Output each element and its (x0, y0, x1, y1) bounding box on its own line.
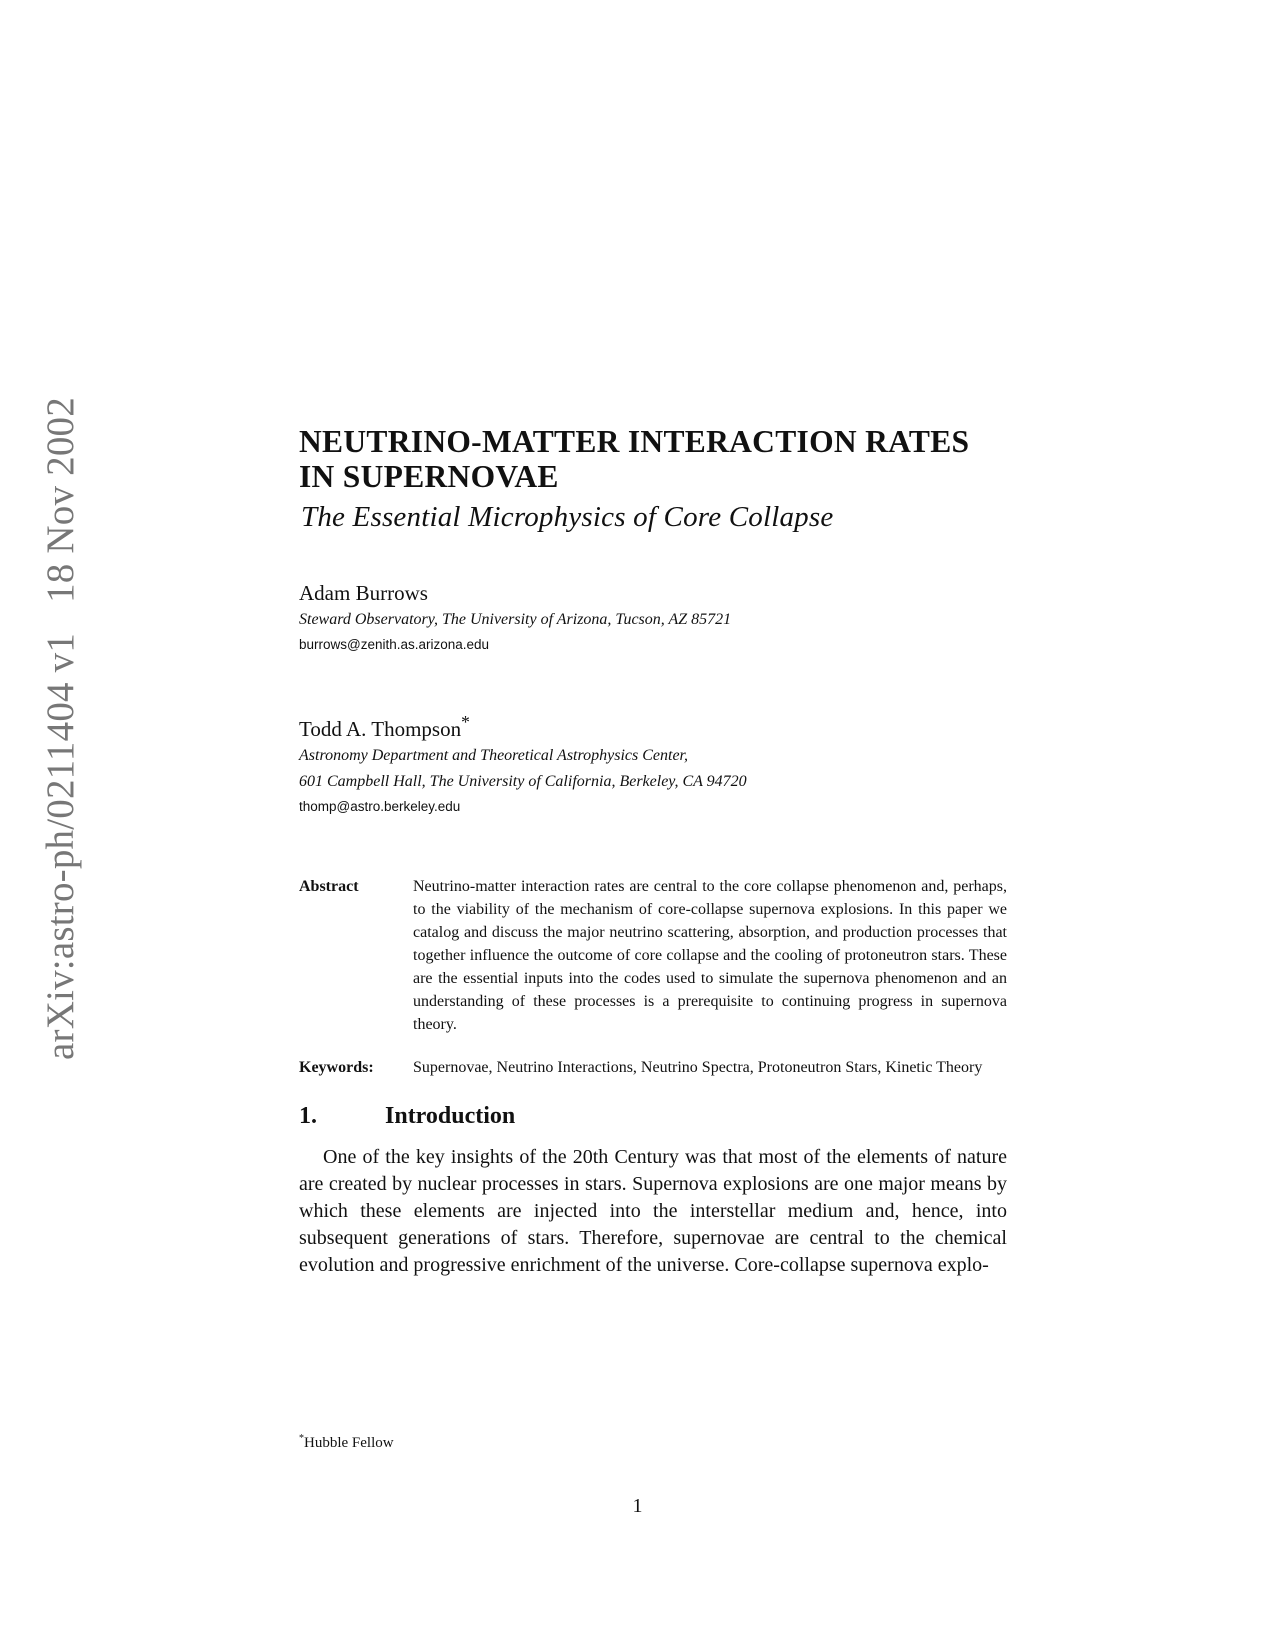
author-email[interactable]: burrows@zenith.as.arizona.edu (299, 637, 490, 652)
abstract (299, 875, 1024, 1036)
author-block (299, 709, 1024, 819)
author-block (299, 580, 1024, 657)
paper-body (299, 424, 1024, 1279)
author-affiliation: Astronomy Department and Theoretical Astrophysics Center, (299, 747, 688, 764)
abstract-label: Abstract (299, 878, 359, 895)
keywords (299, 1056, 1024, 1079)
author-name-text: Todd A. Thompson (299, 717, 462, 741)
page-number: 1 (632, 1495, 643, 1517)
paper-subtitle: The Essential Microphysics of Core Collapse (301, 501, 834, 533)
keywords-label: Keywords: (299, 1059, 374, 1076)
footnote-text: Hubble Fellow (304, 1435, 394, 1451)
section-heading (299, 1103, 1024, 1130)
arxiv-date: 18 Nov 2002 (39, 397, 82, 603)
arxiv-identifier: arXiv:astro-ph/0211404 v1 (39, 632, 82, 1060)
author-affiliation: Steward Observatory, The University of Arizona, Tucson, AZ 85721 (299, 611, 732, 628)
arxiv-stamp (38, 397, 83, 1060)
author-name (299, 709, 1024, 743)
section-number: 1. (299, 1103, 317, 1129)
title-line-1: NEUTRINO-MATTER INTERACTION RATES (299, 424, 970, 459)
footnote (299, 1433, 394, 1452)
intro-paragraph: One of the key insights of the 20th Century was that most of the elements of nature are created by nuclear processes in stars. Supernova explosions are one major means by which these elements are injected into the interstellar medium and, hence, into subsequent generations of stars. Therefore, supernovae are central to the chemical evolution and progressive enrichment of the universe. Core-collapse supernova explo- (299, 1146, 1007, 1276)
author-email[interactable]: thomp@astro.berkeley.edu (299, 799, 461, 814)
author-name: Adam Burrows (299, 581, 428, 605)
title-line-2: IN SUPERNOVAE (299, 459, 559, 494)
abstract-text: Neutrino-matter interaction rates are central to the core collapse phenomenon and, perhaps, to the viability of the mechanism of core-collapse supernova explosions. In this paper we catalog and discuss the major neutrino scattering, absorption, and production processes that together influence the outcome of core collapse and the cooling of protoneutron stars. These are the essential inputs into the codes used to simulate the supernova phenomenon and an understanding of these processes is a prerequisite to continuing progress in supernova theory. (413, 878, 1007, 1033)
footnote-mark: * (299, 1433, 304, 1444)
keywords-text: Supernovae, Neutrino Interactions, Neutrino Spectra, Protoneutron Stars, Kinetic Theory (413, 1059, 983, 1076)
section-title: Introduction (385, 1103, 516, 1129)
footnote-marker: * (461, 712, 470, 732)
author-affiliation: 601 Campbell Hall, The University of California, Berkeley, CA 94720 (299, 773, 747, 790)
paper-title (299, 424, 1024, 494)
